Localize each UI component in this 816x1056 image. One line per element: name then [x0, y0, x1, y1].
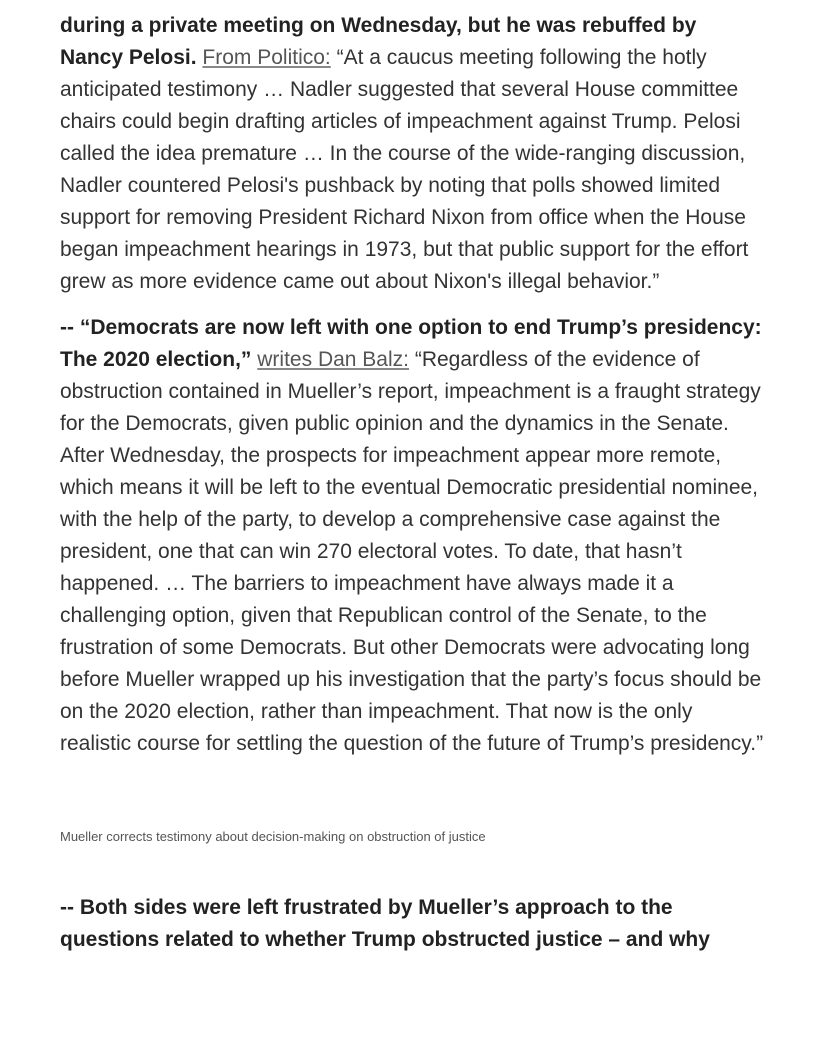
- dan-balz-quote: “Regardless of the evidence of obstruction contained in Mueller’s report, impeachment is a fraught strategy for the Democrats, given public opinion and the dynamics in the Senate. After Wednesday, the prospects for impeachment appear more remote, which means it will be left to the eventual Democratic presidential nominee, with the help of the party, to develop a comprehensive case against the president, one that can win 270 electoral votes. To date, that hasn’t happened. … The barriers to impeachment have always made it a challenging option, given that Republican control of the Senate, to the frustration of some Democrats. But other Democrats were advocating long before Mueller wrapped up his investigation that the party’s focus should be on the 2020 election, rather than impeachment. That now is the only realistic course for settling the question of the future of Trump’s presidency.”: [60, 348, 764, 755]
- paragraph-dan-balz: [60, 312, 765, 760]
- paragraph-pelosi-nadler: [60, 10, 765, 298]
- politico-link[interactable]: From Politico:: [202, 46, 331, 69]
- politico-quote: “At a caucus meeting following the hotly anticipated testimony … Nadler suggested that several House committee chairs could begin drafting articles of impeachment against Trump. Pelosi called the idea premature … In the course of the wide-ranging discussion, Nadler countered Pelosi's pushback by noting that polls showed limited support for removing President Richard Nixon from office when the House began impeachment hearings in 1973, but that public support for the effort grew as more evidence came out about Nixon's illegal behavior.”: [60, 46, 749, 293]
- article-body: [60, 10, 765, 956]
- paragraph-obstruction-frustration: [60, 892, 765, 956]
- paragraph-bold-lead: -- Both sides were left frustrated by Mueller’s approach to the questions related to whether Trump obstructed justice – and why: [60, 896, 710, 951]
- paragraph-bold-lead: -- “Democrats are now left with one option to end Trump’s presidency: The 2020 election,”: [60, 316, 762, 371]
- paragraph-bold-lead: during a private meeting on Wednesday, but he was rebuffed by Nancy Pelosi.: [60, 14, 697, 69]
- dan-balz-link[interactable]: writes Dan Balz:: [257, 348, 409, 371]
- video-caption: Mueller corrects testimony about decision-making on obstruction of justice: [60, 829, 486, 844]
